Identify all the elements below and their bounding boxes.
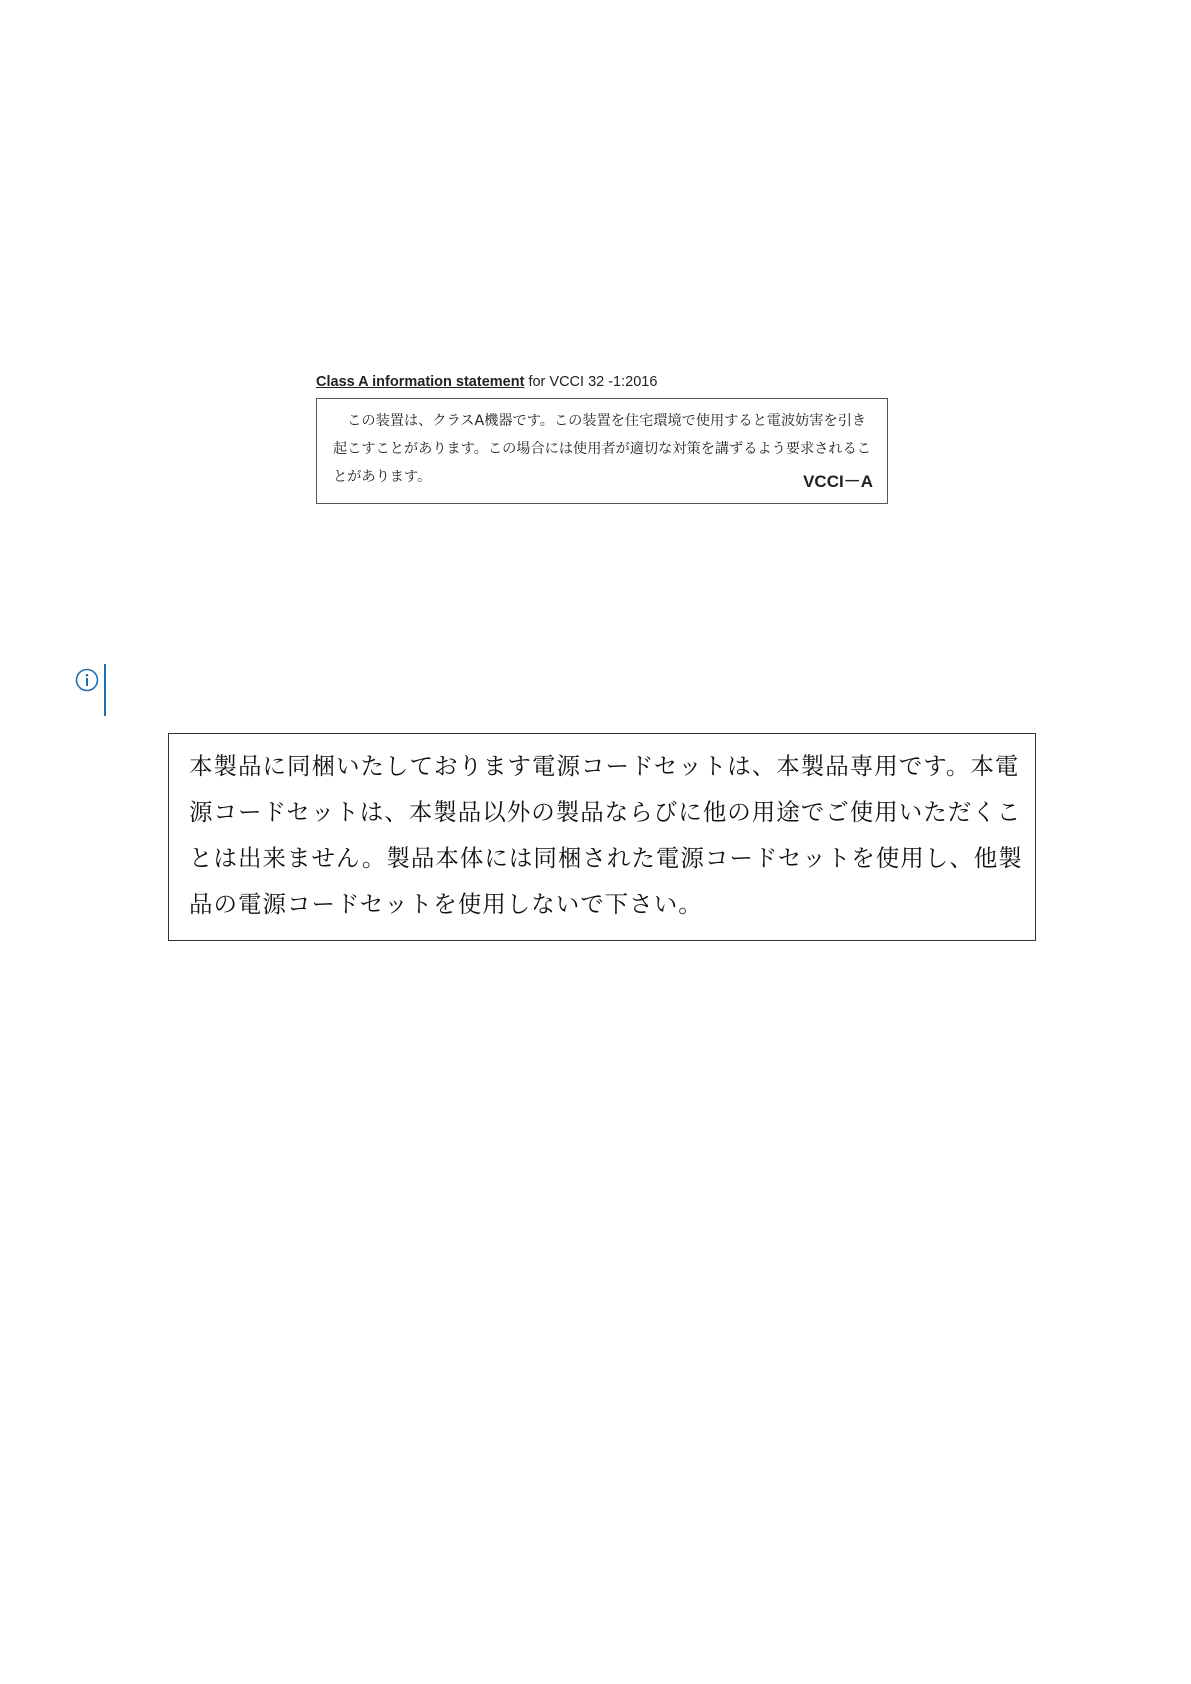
note-divider xyxy=(104,664,106,716)
vcci-statement-text: この装置は、クラスA機器です。この装置を住宅環境で使用すると電波妨害を引き起こすことがあります。この場合には使用者が適切な対策を講ずるよう要求されることがあります。 xyxy=(333,413,871,485)
vcci-class-mark: VCCI－A xyxy=(803,472,873,491)
info-circle-icon xyxy=(75,668,99,692)
power-cord-notice-box xyxy=(168,733,1036,941)
vcci-caption-standard: for VCCI 32 -1:2016 xyxy=(524,374,658,390)
vcci-statement-box xyxy=(316,398,888,504)
vcci-caption-title: Class A information statement xyxy=(316,374,525,390)
vcci-caption xyxy=(316,374,888,390)
power-cord-notice-text: 本製品に同梱いたしております電源コードセットは、本製品専用です。本電源コードセットは、本製品以外の製品ならびに他の用途でご使用いただくことは出来ません。製品本体には同梱された電源コードセットを使用し、他製品の電源コードセットを使用しないで下さい。 xyxy=(189,752,1023,918)
vcci-statement-figure xyxy=(316,374,888,504)
